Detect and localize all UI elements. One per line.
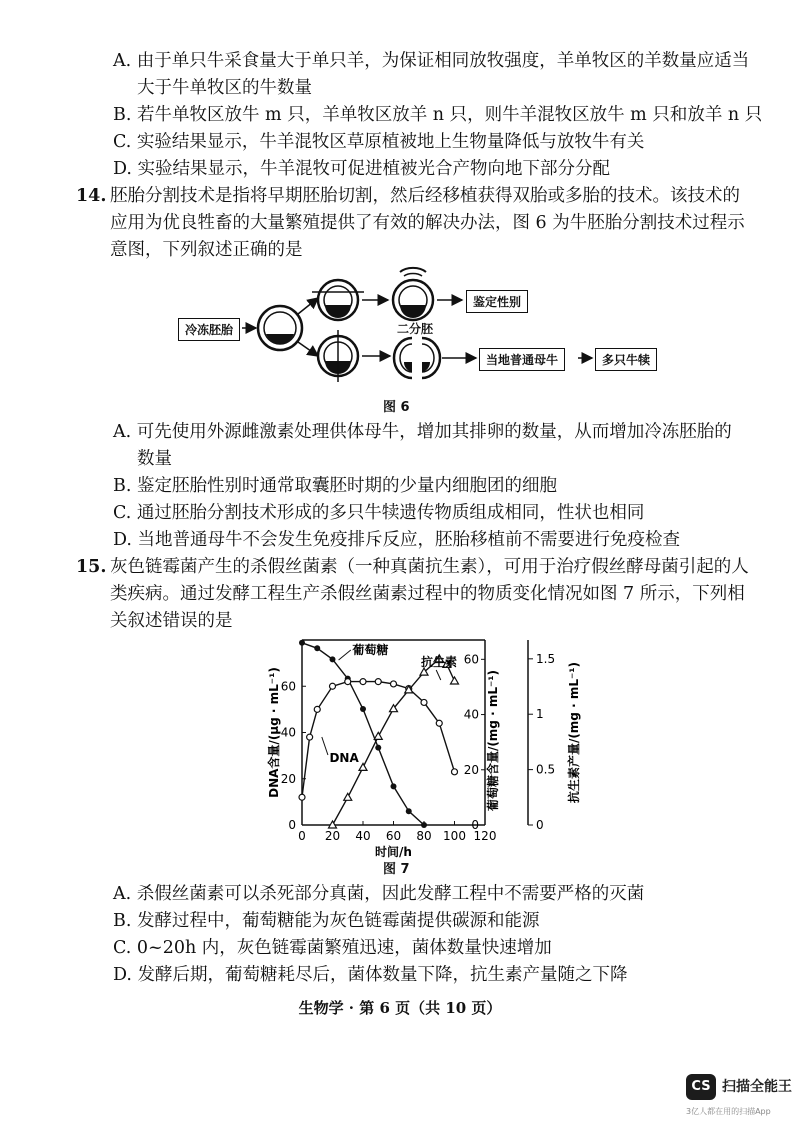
q15-stem-line2: 类疾病。通过发酵工程生产杀假丝菌素过程中的物质变化情况如图 7 所示，下列相 [110,584,745,604]
q15-option-a: A. 杀假丝菌素可以杀死部分真菌，因此发酵工程中不需要严格的灭菌 [113,884,645,904]
point-抗生素 [344,793,352,800]
point-DNA [299,794,305,800]
q15-number: 15. [76,557,107,577]
q14-stem-line2: 应用为优良牲畜的大量繁殖提供了有效的解决办法，图 6 为牛胚胎分割技术过程示 [110,213,745,233]
point-葡萄糖 [360,706,366,712]
scanner-tagline: 3亿人都在用的扫描App [686,1107,771,1116]
left-tick-label: 60 [280,679,296,694]
q14-number: 14. [76,186,107,206]
point-DNA [452,769,458,775]
point-DNA [330,683,336,689]
q15-option-d: D. 发酵后期，葡萄糖耗尽后，菌体数量下降，抗生素产量随之下降 [113,965,628,985]
left-tick-label: 40 [280,725,296,740]
scanner-logo-icon: CS [686,1074,716,1100]
middle-tick-label: 20 [463,762,479,777]
point-葡萄糖 [330,656,336,662]
scanner-name: 扫描全能王 [722,1079,792,1095]
x-tick-label: 20 [324,829,341,843]
figure-6-caption: 图 6 [383,400,410,415]
middle-axis-label: 葡萄糖含量/(mg · mL⁻¹) [486,669,500,812]
q15-stem-line3: 关叙述错误的是 [110,611,233,631]
point-葡萄糖 [314,645,320,651]
two-part-embryo-label: 二分胚 [397,322,434,336]
point-葡萄糖 [299,640,305,646]
point-DNA [345,679,351,685]
point-DNA [421,699,427,705]
q14-stem-line1: 胚胎分割技术是指将早期胚胎切割，然后经移植获得双胎或多胎的技术。该技术的 [110,186,740,206]
point-抗生素 [359,763,367,770]
point-葡萄糖 [421,822,427,828]
series-label-glucose: 葡萄糖 [352,643,389,657]
point-DNA [360,679,366,685]
q14-option-c: C. 通过胚胎分割技术形成的多只牛犊遗传物质组成相同，性状也相同 [113,503,645,523]
q14-stem-line3: 意图，下列叙述正确的是 [110,240,303,260]
q13-option-a-line1: A. 由于单只牛采食量大于单只羊，为保证相同放牧强度，羊单牧区的羊数量应适当 [113,51,750,71]
page-footer: 生物学 · 第 6 页（共 10 页） [298,999,502,1017]
left-axis-label: DNA含量/(μg · mL⁻¹) [267,667,281,798]
right-tick-label: 1 [536,707,544,722]
x-tick-label: 60 [385,829,402,843]
dna-leader [322,737,328,755]
x-tick-label: 80 [416,829,432,843]
x-tick-label: 0 [298,829,306,843]
q15-option-b: B. 发酵过程中，葡萄糖能为灰色链霉菌提供碳源和能源 [113,911,540,931]
q13-option-a-line2: 大于牛单牧区的牛数量 [137,78,312,98]
point-葡萄糖 [391,783,397,789]
right-tick-label: 0.5 [536,762,556,777]
point-葡萄糖 [406,808,412,814]
antibiotic-leader [436,670,441,680]
multiple-calves-box: 多只牛犊 [595,348,657,371]
point-DNA [436,720,442,726]
q13-option-b: B. 若牛单牧区放牛 m 只，羊单牧区放羊 n 只，则牛羊混牧区放牛 m 只和放羊 n 只 [113,105,763,125]
point-DNA [307,734,313,740]
point-DNA [375,679,381,685]
middle-tick-label: 40 [463,707,479,722]
q13-option-d: D. 实验结果显示，牛羊混牧可促进植被光合产物向地下部分分配 [113,159,611,179]
middle-tick-label: 0 [471,818,479,832]
sex-identification-box: 鉴定性别 [466,290,528,313]
x-tick-label: 100 [443,829,466,843]
q13-option-c: C. 实验结果显示，牛羊混牧区草原植被地上生物量降低与放牧牛有关 [113,132,645,152]
point-抗生素 [374,732,382,739]
right-axis-label: 抗生素产量/(mg · mL⁻¹) [567,661,581,804]
q14-option-a-line2: 数量 [137,449,172,469]
q14-option-a-line1: A. 可先使用外源雌激素处理供体母牛，增加其排卵的数量，从而增加冷冻胚胎的 [113,422,732,442]
middle-tick-label: 60 [463,652,479,667]
left-tick-label: 0 [288,818,296,832]
right-tick-label: 0 [536,818,544,832]
x-tick-label: 120 [473,829,497,843]
series-line-葡萄糖 [302,643,424,825]
series-label-dna: DNA [329,751,359,765]
right-tick-label: 1.5 [536,651,556,666]
q15-stem-line1: 灰色链霉菌产生的杀假丝菌素（一种真菌抗生素），可用于治疗假丝酵母菌引起的人 [110,557,749,577]
x-tick-label: 40 [355,829,371,843]
q15-option-c: C. 0~20h 内，灰色链霉菌繁殖迅速，菌体数量快速增加 [113,938,552,958]
point-DNA [391,681,397,687]
x-axis-label: 时间/h [375,845,412,859]
point-葡萄糖 [375,745,381,751]
point-抗生素 [451,677,459,684]
figure-7-caption: 图 7 [383,862,410,877]
point-DNA [314,706,320,712]
q14-option-b: B. 鉴定胚胎性别时通常取囊胚时期的少量内细胞团的细胞 [113,476,557,496]
series-label-antibiotic: 抗生素 [420,655,457,669]
frozen-embryo-box: 冷冻胚胎 [178,318,240,341]
left-tick-label: 20 [280,771,296,786]
q14-option-d: D. 当地普通母牛不会发生免疫排斥反应，胚胎移植前不需要进行免疫检查 [113,530,681,550]
scanner-watermark [686,1074,792,1118]
glucose-leader [339,650,351,660]
local-cow-box: 当地普通母牛 [479,348,565,371]
